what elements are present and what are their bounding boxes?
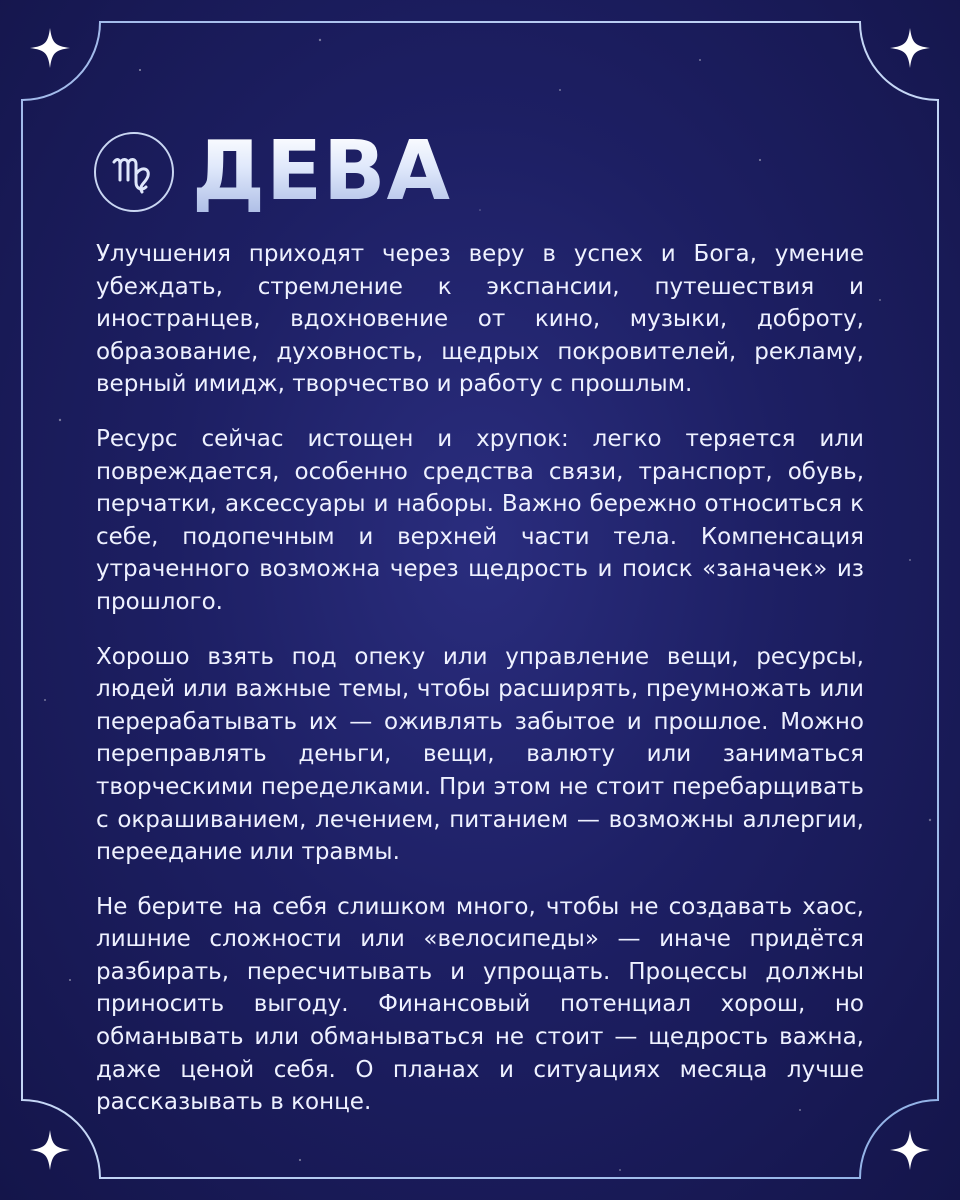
virgo-icon bbox=[94, 132, 174, 212]
paragraph: Улучшения приходят через веру в успех и Бога, умение убеждать, стремление к экспансии, путешествия и иностранцев, вдохновение от кино, музыки, доброту, образование, духовность, щедрых покровителей, рекламу, верный имидж, творчество и работу с прошлым. bbox=[96, 241, 864, 398]
horoscope-text bbox=[96, 238, 864, 1141]
sparkle-icon bbox=[890, 28, 930, 68]
header bbox=[94, 122, 451, 222]
paragraph: Не берите на себя слишком много, чтобы не создавать хаос, лишние сложности или «велосипеды» — иначе придётся разбирать, пересчитывать и упрощать. Процессы должны приносить выгоду. Финансовый потенциал хорош, но обманывать или обманываться не стоит — щедрость важна, даже ценой себя. О планах и ситуациях месяца лучше рассказывать в конце. bbox=[96, 893, 864, 1116]
paragraph: Ресурс сейчас истощен и хрупок: легко теряется или повреждается, особенно средства связи, транспорт, обувь, перчатки, аксессуары и наборы. Важно бережно относиться к себе, подопечным и верхней части тела. Компенсация утраченного возможна через щедрость и поиск «заначек» из прошлого. bbox=[96, 425, 864, 615]
sparkle-icon bbox=[30, 1130, 70, 1170]
page-title: ДЕВА bbox=[192, 124, 452, 219]
paragraph: Хорошо взять под опеку или управление вещи, ресурсы, людей или важные темы, чтобы расширять, преумножать или перерабатывать их — оживлять забытое и прошлое. Можно переправлять деньги, вещи, валюту или заниматься творческими переделками. При этом не стоит перебарщивать с окрашиванием, лечением, питанием — возможны аллергии, переедание или травмы. bbox=[96, 643, 864, 866]
sparkle-icon bbox=[890, 1130, 930, 1170]
sparkle-icon bbox=[30, 28, 70, 68]
